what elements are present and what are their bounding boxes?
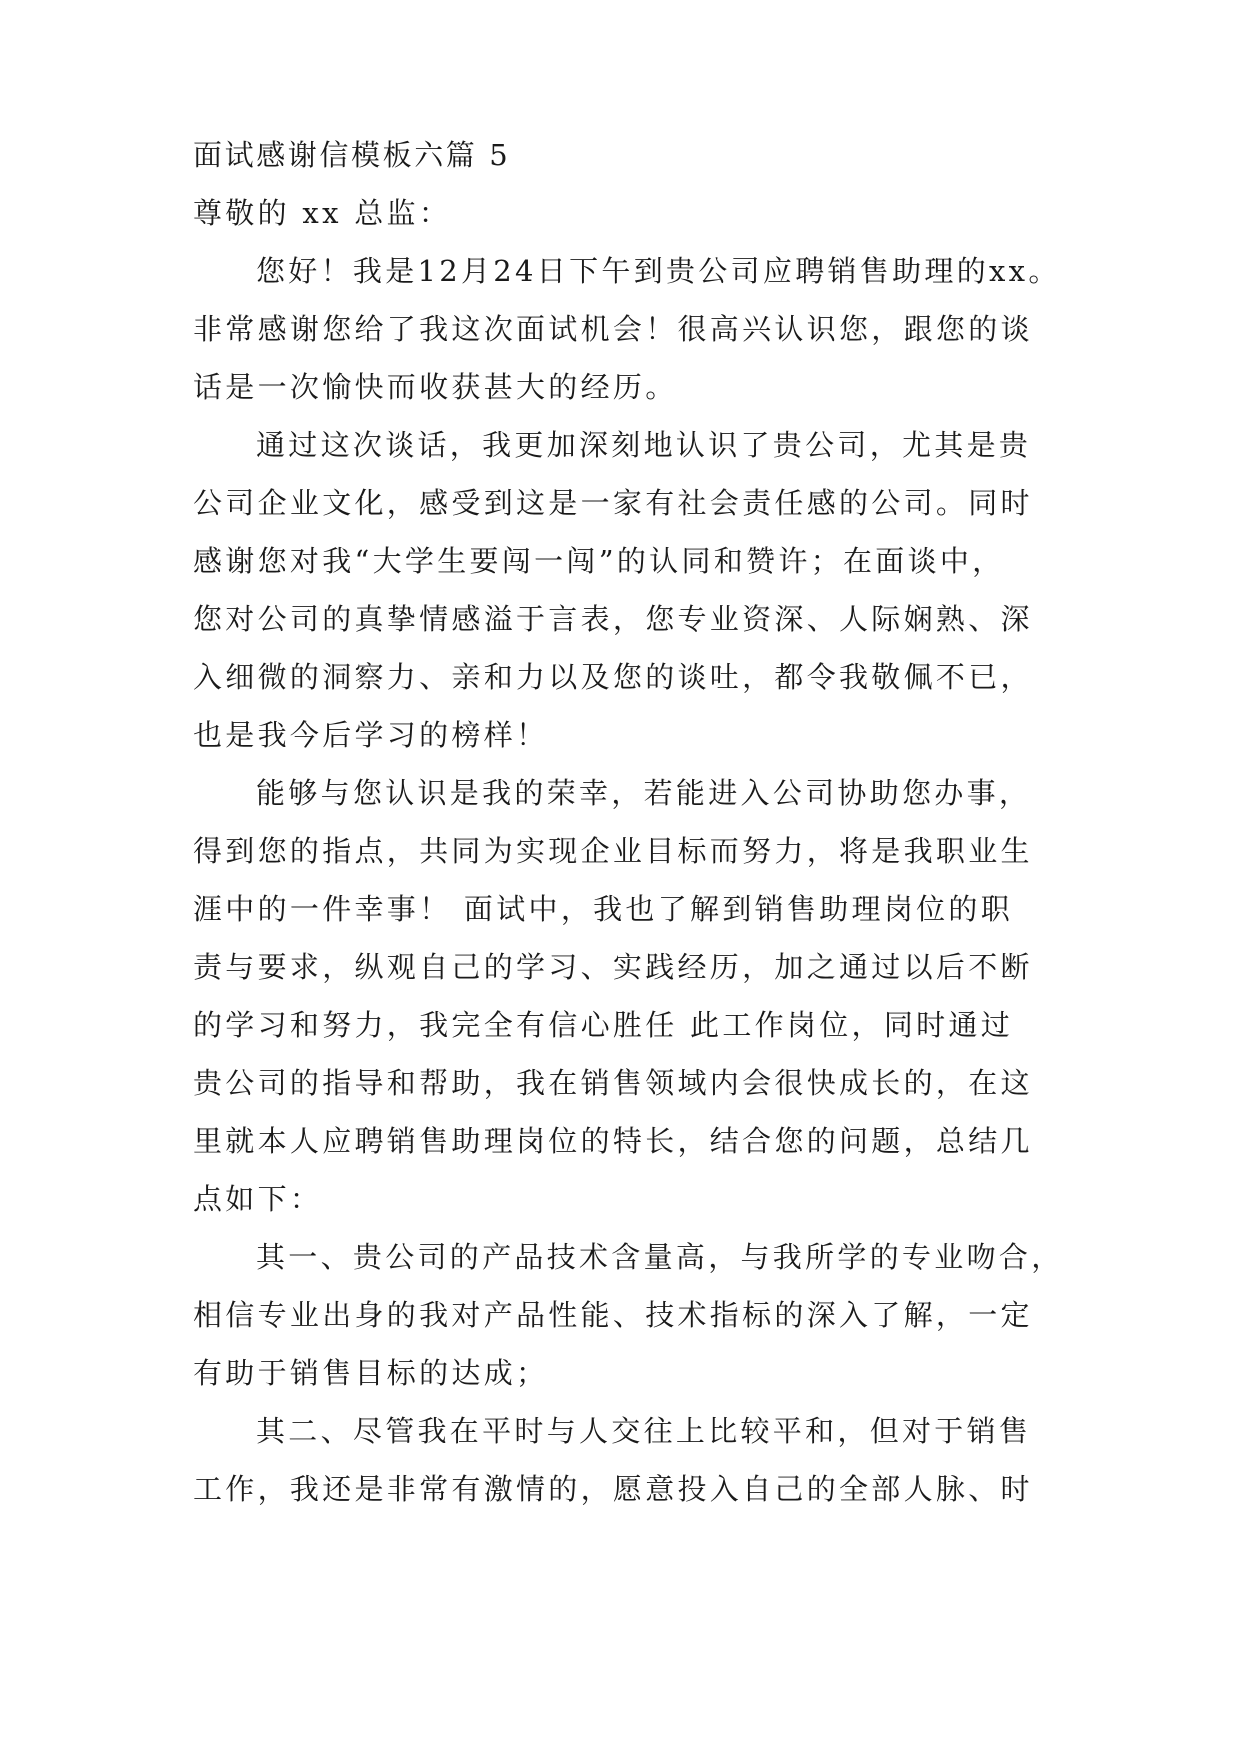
body-line: 有助于销售目标的达成； xyxy=(193,1356,549,1390)
body-line: 点如下： xyxy=(193,1182,323,1216)
body-line: 里就本人应聘销售助理岗位的特长，结合您的问题，总结几 xyxy=(193,1124,1033,1158)
body-line: 入细微的洞察力、亲和力以及您的谈吐，都令我敬佩不已， xyxy=(193,660,1033,694)
body-line: 公司企业文化，感受到这是一家有社会责任感的公司。同时 xyxy=(193,486,1033,520)
body-line: 您对公司的真挚情感溢于言表，您专业资深、人际娴熟、深 xyxy=(193,602,1033,636)
body-line: 涯中的一件幸事！ 面试中，我也了解到销售助理岗位的职 xyxy=(193,892,1014,926)
body-line: 贵公司的指导和帮助，我在销售领域内会很快成长的，在这 xyxy=(193,1066,1033,1100)
body-line: 得到您的指点，共同为实现企业目标而努力，将是我职业生 xyxy=(193,834,1033,868)
body-line: 能够与您认识是我的荣幸，若能进入公司协助您办事， xyxy=(256,776,1032,810)
body-line: 相信专业出身的我对产品性能、技术指标的深入了解，一定 xyxy=(193,1298,1033,1332)
body-line: 话是一次愉快而收获甚大的经历。 xyxy=(193,370,678,404)
body-line: 责与要求，纵观自己的学习、实践经历，加之通过以后不断 xyxy=(193,950,1033,984)
body-line: 的学习和努力，我完全有信心胜任 此工作岗位，同时通过 xyxy=(193,1008,1014,1042)
body-line: 非常感谢您给了我这次面试机会！很高兴认识您，跟您的谈 xyxy=(193,312,1033,346)
body-line: 工作，我还是非常有激情的，愿意投入自己的全部人脉、时 xyxy=(193,1472,1033,1506)
body-line: 其二、尽管我在平时与人交往上比较平和，但对于销售 xyxy=(256,1414,1032,1448)
salutation: 尊敬的 xx 总监： xyxy=(193,196,452,230)
body-line: 您好！我是12月24日下午到贵公司应聘销售助理的xx。 xyxy=(256,254,1061,288)
body-line: 感谢您对我“大学生要闯一闯”的认同和赞许；在面谈中， xyxy=(193,544,1005,578)
body-line: 通过这次谈话，我更加深刻地认识了贵公司，尤其是贵 xyxy=(256,428,1032,462)
body-line: 也是我今后学习的榜样！ xyxy=(193,718,549,752)
body-line: 其一、贵公司的产品技术含量高，与我所学的专业吻合， xyxy=(256,1240,1064,1274)
document-title: 面试感谢信模板六篇 5 xyxy=(193,138,511,172)
